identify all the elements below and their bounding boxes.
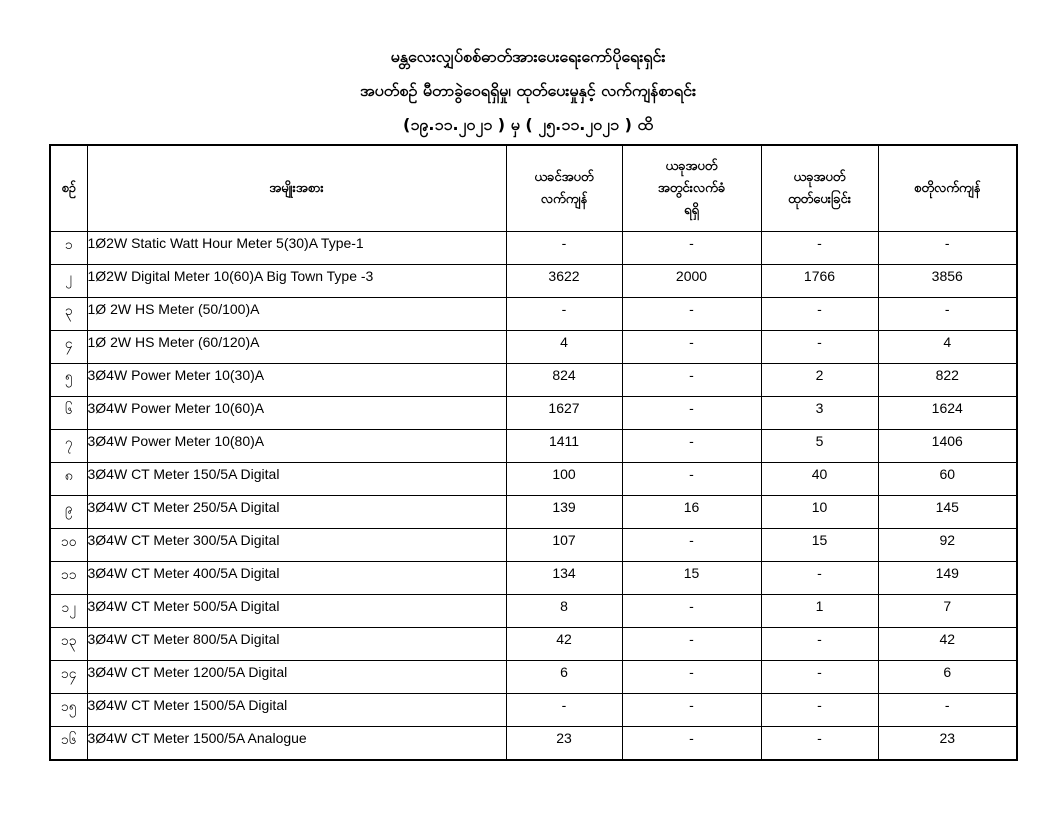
cell-store-balance: 7 [878, 595, 1017, 628]
cell-serial-no: ၄ [50, 331, 87, 364]
cell-previous-balance: 139 [506, 496, 622, 529]
table-row [50, 496, 1017, 529]
cell-meter-type: 1Ø 2W HS Meter (50/100)A [87, 298, 506, 331]
table-row [50, 562, 1017, 595]
cell-received: - [622, 364, 761, 397]
cell-issued: - [761, 232, 878, 265]
table-row [50, 331, 1017, 364]
cell-serial-no: ၇ [50, 430, 87, 463]
cell-previous-balance: 42 [506, 628, 622, 661]
cell-serial-no: ၁၀ [50, 529, 87, 562]
header-received-line3: ရရှိ [684, 202, 699, 218]
cell-serial-no: ၈ [50, 463, 87, 496]
cell-issued: - [761, 298, 878, 331]
cell-store-balance: 60 [878, 463, 1017, 496]
table-row [50, 397, 1017, 430]
cell-store-balance: - [878, 298, 1017, 331]
meter-stock-table [49, 144, 1018, 761]
cell-store-balance: 1624 [878, 397, 1017, 430]
cell-issued: - [761, 331, 878, 364]
cell-received: - [622, 430, 761, 463]
cell-previous-balance: 824 [506, 364, 622, 397]
cell-previous-balance: 1627 [506, 397, 622, 430]
header-serial-no: စဉ် [50, 145, 87, 232]
cell-previous-balance: 1411 [506, 430, 622, 463]
cell-meter-type: 3Ø4W CT Meter 400/5A Digital [87, 562, 506, 595]
cell-issued: 5 [761, 430, 878, 463]
table-row [50, 298, 1017, 331]
cell-store-balance: 42 [878, 628, 1017, 661]
cell-received: - [622, 331, 761, 364]
table-row [50, 661, 1017, 694]
cell-serial-no: ၁၂ [50, 595, 87, 628]
cell-issued: 15 [761, 529, 878, 562]
cell-meter-type: 3Ø4W CT Meter 1200/5A Digital [87, 661, 506, 694]
table-row [50, 628, 1017, 661]
cell-serial-no: ၃ [50, 298, 87, 331]
cell-issued: 3 [761, 397, 878, 430]
cell-meter-type: 1Ø2W Static Watt Hour Meter 5(30)A Type-1 [87, 232, 506, 265]
cell-previous-balance: 4 [506, 331, 622, 364]
title-organization: မန္တလေးလျှပ်စစ်ဓာတ်အားပေးရေးကော်ပိုရေးရှင်း [390, 47, 666, 66]
header-previous-balance-line1: ယခင်အပတ် [534, 169, 594, 185]
table-row [50, 463, 1017, 496]
cell-meter-type: 3Ø4W CT Meter 150/5A Digital [87, 463, 506, 496]
cell-serial-no: ၁ [50, 232, 87, 265]
header-store-balance: စတိုလက်ကျန် [878, 145, 1017, 232]
header-previous-balance [506, 145, 622, 232]
cell-serial-no: ၁၆ [50, 727, 87, 761]
header-received-line1: ယခုအပတ် [665, 158, 718, 174]
cell-store-balance: 6 [878, 661, 1017, 694]
cell-received: - [622, 628, 761, 661]
cell-meter-type: 3Ø4W CT Meter 1500/5A Digital [87, 694, 506, 727]
cell-store-balance: 4 [878, 331, 1017, 364]
cell-store-balance: - [878, 694, 1017, 727]
cell-received: - [622, 529, 761, 562]
cell-meter-type: 3Ø4W Power Meter 10(80)A [87, 430, 506, 463]
cell-issued: - [761, 661, 878, 694]
cell-store-balance: 3856 [878, 265, 1017, 298]
cell-previous-balance: - [506, 694, 622, 727]
cell-serial-no: ၁၄ [50, 661, 87, 694]
cell-issued: 1766 [761, 265, 878, 298]
cell-issued: 1 [761, 595, 878, 628]
cell-previous-balance: 134 [506, 562, 622, 595]
cell-previous-balance: 100 [506, 463, 622, 496]
cell-issued: 2 [761, 364, 878, 397]
cell-meter-type: 3Ø4W Power Meter 10(30)A [87, 364, 506, 397]
cell-store-balance: 145 [878, 496, 1017, 529]
cell-issued: - [761, 727, 878, 761]
cell-received: 15 [622, 562, 761, 595]
table-row [50, 595, 1017, 628]
table-row [50, 232, 1017, 265]
cell-received: - [622, 463, 761, 496]
header-previous-balance-line2: လက်ကျန် [540, 191, 588, 207]
header-received [622, 145, 761, 232]
table-row [50, 727, 1017, 761]
cell-received: - [622, 397, 761, 430]
table-row [50, 529, 1017, 562]
cell-received: - [622, 661, 761, 694]
cell-meter-type: 3Ø4W CT Meter 300/5A Digital [87, 529, 506, 562]
cell-previous-balance: 3622 [506, 265, 622, 298]
header-issued-line2: ထုတ်ပေးခြင်း [787, 191, 851, 207]
cell-serial-no: ၅ [50, 364, 87, 397]
cell-meter-type: 3Ø4W CT Meter 250/5A Digital [87, 496, 506, 529]
table-row [50, 265, 1017, 298]
cell-previous-balance: 8 [506, 595, 622, 628]
cell-issued: - [761, 694, 878, 727]
cell-meter-type: 3Ø4W Power Meter 10(60)A [87, 397, 506, 430]
cell-received: - [622, 232, 761, 265]
title-report-name: အပတ်စဉ် မီတာခွဲဝေရရှိမှု၊ ထုတ်ပေးမှုနှင့် လက်ကျန်စာရင်း [359, 81, 697, 100]
cell-received: - [622, 727, 761, 761]
table-header-row [50, 145, 1017, 232]
cell-store-balance: 149 [878, 562, 1017, 595]
table-body [50, 232, 1017, 761]
cell-issued: 10 [761, 496, 878, 529]
cell-serial-no: ၂ [50, 265, 87, 298]
cell-serial-no: ၁၁ [50, 562, 87, 595]
cell-meter-type: 3Ø4W CT Meter 1500/5A Analogue [87, 727, 506, 761]
cell-serial-no: ၁၅ [50, 694, 87, 727]
cell-serial-no: ၉ [50, 496, 87, 529]
cell-previous-balance: 6 [506, 661, 622, 694]
cell-meter-type: 3Ø4W CT Meter 500/5A Digital [87, 595, 506, 628]
cell-received: - [622, 298, 761, 331]
report-title [0, 40, 1056, 142]
header-received-line2: အတွင်းလက်ခံ [657, 180, 726, 196]
cell-previous-balance: 23 [506, 727, 622, 761]
cell-issued: - [761, 628, 878, 661]
cell-previous-balance: - [506, 232, 622, 265]
header-issued [761, 145, 878, 232]
cell-previous-balance: 107 [506, 529, 622, 562]
cell-received: 16 [622, 496, 761, 529]
header-issued-line1: ယခုအပတ် [793, 169, 846, 185]
cell-store-balance: - [878, 232, 1017, 265]
cell-received: - [622, 694, 761, 727]
cell-issued: 40 [761, 463, 878, 496]
cell-store-balance: 1406 [878, 430, 1017, 463]
cell-serial-no: ၆ [50, 397, 87, 430]
cell-meter-type: 1Ø2W Digital Meter 10(60)A Big Town Type -3 [87, 265, 506, 298]
cell-meter-type: 3Ø4W CT Meter 800/5A Digital [87, 628, 506, 661]
header-meter-type: အမျိုးအစား [87, 145, 506, 232]
cell-store-balance: 23 [878, 727, 1017, 761]
title-date-range: (၁၉.၁၁.၂၀၂၁ ) မှ ( ၂၅.၁၁.၂၀၂၁ ) ထိ [403, 115, 653, 134]
cell-store-balance: 822 [878, 364, 1017, 397]
cell-issued: - [761, 562, 878, 595]
cell-received: - [622, 595, 761, 628]
table-row [50, 364, 1017, 397]
cell-meter-type: 1Ø 2W HS Meter (60/120)A [87, 331, 506, 364]
cell-received: 2000 [622, 265, 761, 298]
table-row [50, 430, 1017, 463]
table-row [50, 694, 1017, 727]
cell-previous-balance: - [506, 298, 622, 331]
cell-store-balance: 92 [878, 529, 1017, 562]
cell-serial-no: ၁၃ [50, 628, 87, 661]
